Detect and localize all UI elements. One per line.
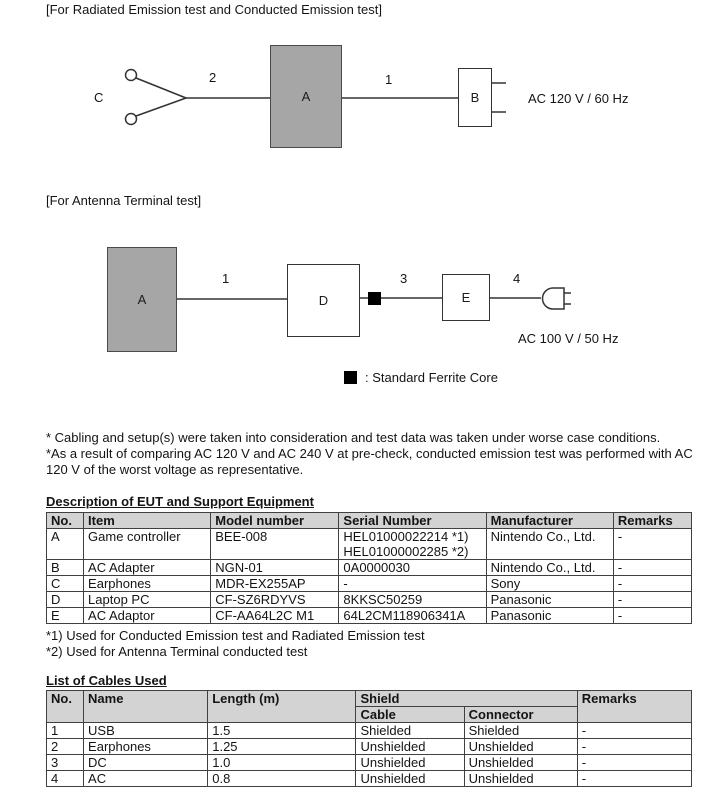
cables-table-heading: List of Cables Used <box>46 673 167 688</box>
footnote-2: *2) Used for Antenna Terminal conducted test <box>46 644 308 659</box>
table-row <box>47 560 692 576</box>
table-row <box>47 739 692 755</box>
cell-name: DC <box>84 755 208 771</box>
cell-length: 0.8 <box>208 771 356 787</box>
cables-table <box>46 690 692 787</box>
cell-remarks: - <box>613 560 691 576</box>
cell-length: 1.5 <box>208 723 356 739</box>
cell-remarks: - <box>577 723 691 739</box>
diagram1-power-label: AC 120 V / 60 Hz <box>528 91 629 106</box>
serial-line: HEL01000002285 *2) <box>343 544 469 559</box>
cell-model: NGN-01 <box>211 560 339 576</box>
col-serial: Serial Number <box>339 513 486 529</box>
cell-serial: 0A0000030 <box>339 560 486 576</box>
col-remarks: Remarks <box>577 691 691 723</box>
test-condition-notes <box>46 430 700 478</box>
cell-no: B <box>47 560 84 576</box>
note-line: * Cabling and setup(s) were taken into consideration and test data was taken under worse case conditions. <box>46 430 661 445</box>
cell-model: MDR-EX255AP <box>211 576 339 592</box>
box-a-label: A <box>301 89 311 104</box>
footnote-1: *1) Used for Conducted Emission test and Radiated Emission test <box>46 628 425 643</box>
cell-no: D <box>47 592 84 608</box>
cell-manufacturer: Panasonic <box>486 608 613 624</box>
table-row <box>47 529 692 560</box>
cell-length: 1.25 <box>208 739 356 755</box>
col-no: No. <box>47 513 84 529</box>
box-a-label: A <box>137 292 147 307</box>
cell-remarks: - <box>613 529 691 560</box>
col-shield: Shield <box>356 691 577 707</box>
cell-remarks: - <box>577 739 691 755</box>
cell-no: C <box>47 576 84 592</box>
cell-no: A <box>47 529 84 560</box>
cell-length: 1.0 <box>208 755 356 771</box>
cell-serial: - <box>339 576 486 592</box>
earphone-connector-icon <box>126 70 137 81</box>
cell-shield-connector: Shielded <box>464 723 577 739</box>
diagram2-cable3-label: 3 <box>400 271 408 286</box>
note-line: *As a result of comparing AC 120 V and AC 240 V at pre-check, conducted emission test was performed with AC 120 V of the worst voltage as representative. <box>46 446 693 477</box>
cell-shield-cable: Unshielded <box>356 755 464 771</box>
col-model: Model number <box>211 513 339 529</box>
cell-no: 3 <box>47 755 84 771</box>
cell-manufacturer: Nintendo Co., Ltd. <box>486 529 613 560</box>
ferrite-core-legend-icon <box>344 371 357 384</box>
cell-item: Game controller <box>84 529 211 560</box>
diagram2-box-a <box>107 247 177 352</box>
cell-no: 1 <box>47 723 84 739</box>
cell-no: 4 <box>47 771 84 787</box>
cell-shield-connector: Unshielded <box>464 755 577 771</box>
table-header-row <box>47 513 692 529</box>
cell-item: Earphones <box>84 576 211 592</box>
diagram1-title: [For Radiated Emission test and Conducted Emission test] <box>46 2 382 17</box>
diagram1-eut-label: C <box>94 90 104 105</box>
serial-line: HEL01000022214 *1) <box>343 529 469 544</box>
diagram2-box-e <box>442 274 490 321</box>
table-header-row <box>47 691 692 707</box>
cell-item: AC Adaptor <box>84 608 211 624</box>
cell-name: USB <box>84 723 208 739</box>
ac-plug-icon <box>543 288 565 309</box>
box-e-label: E <box>461 290 471 305</box>
col-item: Item <box>84 513 211 529</box>
cell-shield-cable: Unshielded <box>356 739 464 755</box>
ferrite-legend-text: : Standard Ferrite Core <box>365 370 498 385</box>
cell-shield-connector: Unshielded <box>464 739 577 755</box>
cable-line <box>136 78 186 98</box>
diagram1-box-a <box>270 45 342 148</box>
cell-remarks: - <box>613 592 691 608</box>
col-shield-cable: Cable <box>356 707 464 723</box>
cell-serial: 8KKSC50259 <box>339 592 486 608</box>
cell-remarks: - <box>577 755 691 771</box>
ferrite-core-icon <box>368 292 381 305</box>
cell-serial <box>339 529 486 560</box>
cell-item: AC Adapter <box>84 560 211 576</box>
cell-remarks: - <box>613 608 691 624</box>
cell-shield-cable: Unshielded <box>356 771 464 787</box>
diagram2-cable1-label: 1 <box>222 271 230 286</box>
cell-manufacturer: Nintendo Co., Ltd. <box>486 560 613 576</box>
cell-item: Laptop PC <box>84 592 211 608</box>
cell-model: CF-SZ6RDYVS <box>211 592 339 608</box>
cell-name: AC <box>84 771 208 787</box>
col-length: Length (m) <box>208 691 356 723</box>
diagram2-cable4-label: 4 <box>513 271 521 286</box>
diagram1-cable1-label: 1 <box>385 72 393 87</box>
cell-serial: 64L2CM118906341A <box>339 608 486 624</box>
cell-model: CF-AA64L2C M1 <box>211 608 339 624</box>
table-row <box>47 592 692 608</box>
equipment-table <box>46 512 692 624</box>
cable-line <box>136 98 186 116</box>
diagram2-box-d <box>287 264 360 337</box>
col-manufacturer: Manufacturer <box>486 513 613 529</box>
cell-model: BEE-008 <box>211 529 339 560</box>
cell-remarks: - <box>613 576 691 592</box>
col-name: Name <box>84 691 208 723</box>
cell-manufacturer: Panasonic <box>486 592 613 608</box>
earphone-connector-icon <box>126 114 137 125</box>
col-no: No. <box>47 691 84 723</box>
cell-no: E <box>47 608 84 624</box>
equipment-table-heading: Description of EUT and Support Equipment <box>46 494 314 509</box>
table-row <box>47 608 692 624</box>
table-row <box>47 771 692 787</box>
box-b-label: B <box>470 90 480 105</box>
table-row <box>47 755 692 771</box>
table-row <box>47 576 692 592</box>
cell-manufacturer: Sony <box>486 576 613 592</box>
cell-no: 2 <box>47 739 84 755</box>
table-row <box>47 723 692 739</box>
diagram2-power-label: AC 100 V / 50 Hz <box>518 331 619 346</box>
cell-shield-cable: Shielded <box>356 723 464 739</box>
diagram1-box-b <box>458 68 492 127</box>
box-d-label: D <box>318 293 329 308</box>
cell-name: Earphones <box>84 739 208 755</box>
col-shield-connector: Connector <box>464 707 577 723</box>
equipment-footnotes <box>46 628 425 660</box>
cell-remarks: - <box>577 771 691 787</box>
cell-shield-connector: Unshielded <box>464 771 577 787</box>
col-remarks: Remarks <box>613 513 691 529</box>
diagram1-cable2-label: 2 <box>209 70 217 85</box>
diagram2-title: [For Antenna Terminal test] <box>46 193 202 208</box>
